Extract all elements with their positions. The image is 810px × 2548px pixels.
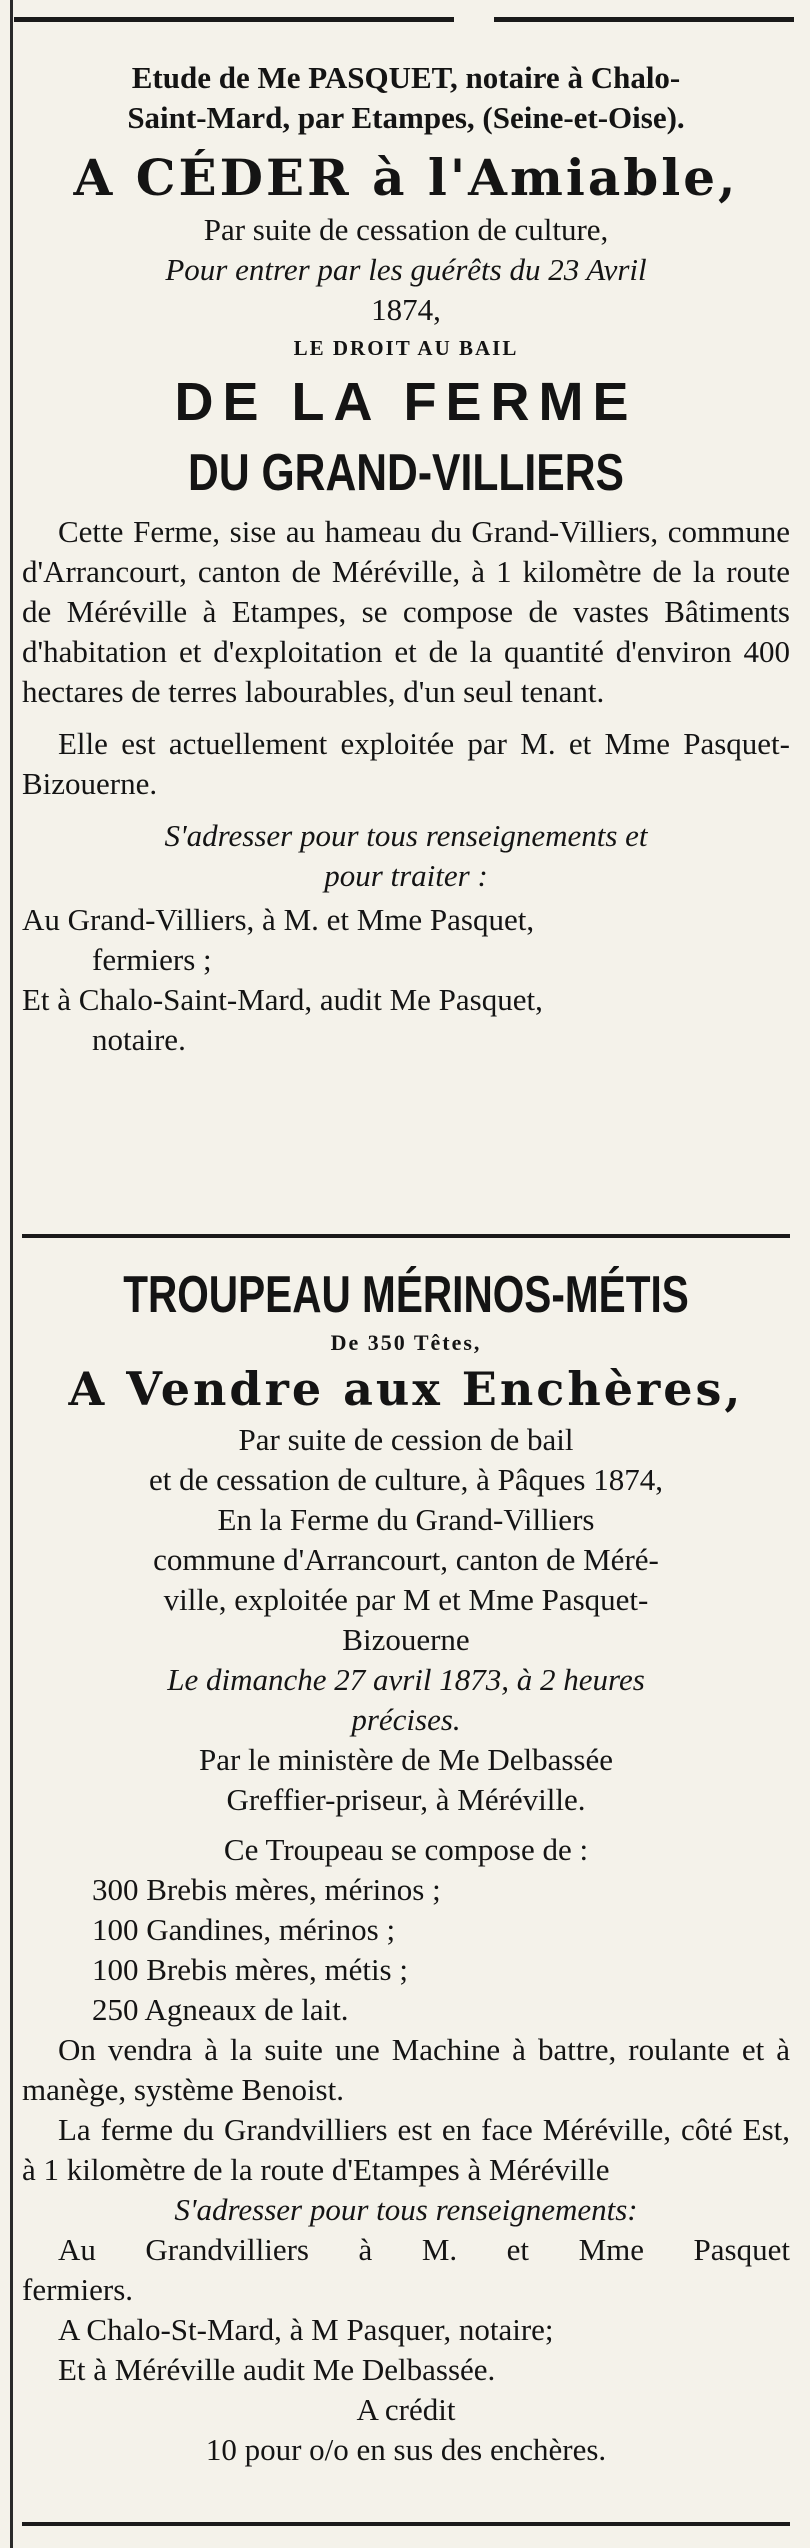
- separator-rule: [22, 1234, 790, 1238]
- column-border: [10, 0, 13, 2548]
- percent: 10 pour o/o en sus des enchères.: [205, 2432, 607, 2467]
- flock-item: 300 Brebis mères, mérinos ;: [92, 1872, 441, 1907]
- droit-au-bail: LE DROIT AU BAIL: [293, 336, 519, 360]
- contact2-line2: notaire.: [92, 1022, 186, 1057]
- description: Cette Ferme, sise au hameau du Grand-Villiers, commune d'Arrancourt, canton de Méréville, à 1 kilomètre de la route de Méréville à Etampes, se compose de vastes Bâtiments d'habitation et d'exploitation et de la quantité d'environ 400 hectares de terres labourables, d'un seul tenant.: [22, 514, 790, 709]
- contact1-line2: fermiers.: [22, 2272, 134, 2307]
- ferme-line2: commune d'Arrancourt, canton de Méré-: [153, 1542, 659, 1577]
- notice-troupeau: [22, 1262, 790, 2470]
- flock-item: 100 Brebis mères, métis ;: [92, 1952, 408, 1987]
- top-rule-right: [494, 17, 794, 22]
- contact2: A Chalo-St-Mard, à M Pasquer, notaire;: [58, 2312, 554, 2347]
- adresser: S'adresser pour tous renseignements:: [174, 2192, 638, 2227]
- ferme-line1: En la Ferme du Grand-Villiers: [217, 1502, 595, 1537]
- title-grand-villiers: DU GRAND-VILLIERS: [188, 444, 624, 502]
- title-troupeau: TROUPEAU MÉRINOS-MÉTIS: [123, 1266, 689, 1324]
- etude-line1: Etude de Me PASQUET, notaire à Chalo-: [131, 60, 681, 95]
- date-line2: précises.: [351, 1702, 461, 1737]
- headline-ceder: A CÉDER à l'Amiable,: [73, 148, 739, 207]
- headline-vendre: A Vendre aux Enchères,: [68, 1362, 744, 1416]
- location: La ferme du Grandvilliers est en face Méréville, côté Est, à 1 kilomètre de la route d'Etampes à Méréville: [22, 2112, 790, 2187]
- ferme-line3: ville, exploitée par M et Mme Pasquet-: [163, 1582, 649, 1617]
- contact1-line2: fermiers ;: [92, 942, 212, 977]
- bottom-rule: [22, 2522, 790, 2526]
- contact1-line1: Au Grand-Villiers, à M. et Mme Pasquet,: [22, 902, 535, 937]
- top-rule-left: [14, 17, 454, 22]
- etude-line2: Saint-Mard, par Etampes, (Seine-et-Oise).: [127, 100, 685, 135]
- contact1-line1: Au Grandvilliers à M. et Mme Pasquet: [58, 2232, 790, 2267]
- contact2-line1: Et à Chalo-Saint-Mard, audit Me Pasquet,: [22, 982, 543, 1017]
- top-rule: [0, 0, 810, 34]
- credit: A crédit: [356, 2392, 456, 2427]
- flock-item: 100 Gandines, mérinos ;: [92, 1912, 396, 1947]
- notice-ferme: [22, 58, 790, 1060]
- flock-list: [22, 1870, 790, 2030]
- contact3: Et à Méréville audit Me Delbassée.: [58, 2352, 496, 2387]
- ministere-line1: Par le ministère de Me Delbassée: [198, 1742, 614, 1777]
- entry-line1: Pour entrer par les guérêts du 23 Avril: [165, 252, 647, 287]
- date-line1: Le dimanche 27 avril 1873, à 2 heures: [167, 1662, 645, 1697]
- exploitee: Elle est actuellement exploitée par M. et Mme Pasquet-Bizouerne.: [22, 726, 790, 801]
- reason: Par suite de cessation de culture,: [203, 212, 609, 247]
- ministere-line2: Greffier-priseur, à Méréville.: [226, 1782, 586, 1817]
- tetes-count: De 350 Têtes,: [330, 1330, 482, 1355]
- title-de-la-ferme: DE LA FERME: [174, 372, 638, 432]
- cession: Par suite de cession de bail: [238, 1422, 574, 1457]
- compose: Ce Troupeau se compose de :: [223, 1832, 589, 1867]
- entry-line2: 1874,: [371, 292, 441, 327]
- adresser-line2: pour traiter :: [324, 858, 488, 893]
- adresser-line1: S'adresser pour tous renseignements et: [164, 818, 648, 853]
- cessation: et de cessation de culture, à Pâques 1874,: [149, 1462, 663, 1497]
- flock-item: 250 Agneaux de lait.: [92, 1992, 349, 2027]
- ferme-line4: Bizouerne: [342, 1622, 470, 1657]
- machine: On vendra à la suite une Machine à battre, roulante et à manège, système Benoist.: [22, 2032, 790, 2107]
